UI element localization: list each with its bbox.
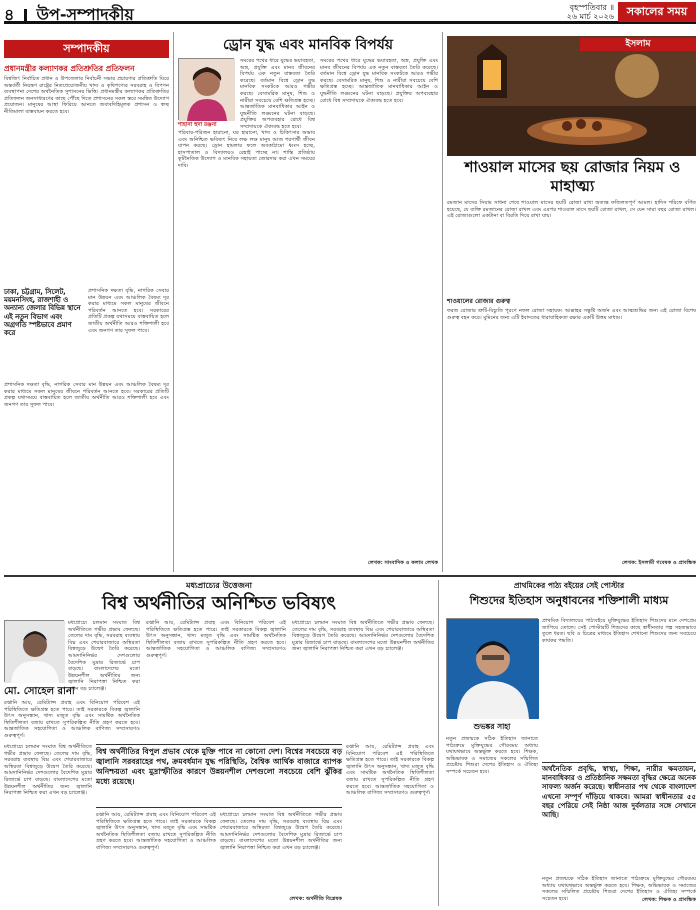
editorial-headline: প্রধানমন্ত্রীর কল্যাণকর প্রতিশ্রুতির প্রতিফলন <box>4 64 135 73</box>
drone-author-footer: লেখক: সাংবাদিক ও কলাম লেখক <box>367 560 438 566</box>
column-rule <box>438 580 439 906</box>
textbook-headline: শিশুদের ইতিহাস অনুধাবনের শক্তিশালী মাধ্যম <box>469 594 669 607</box>
masthead <box>4 2 696 24</box>
column-rule <box>442 32 443 572</box>
economy-body-intro: মধ্যপ্রাচ্যে চলমান সংঘাত বিশ্ব অর্থনীতিতে গভীর প্রভাব ফেলছে। তেলের দাম বৃদ্ধি, সরবরাহ ব্যবস্থায় বিঘ্ন এবং শেয়ারবাজারে অস্থিরতা বিশ্বজুড়ে উদ্বেগ তৈরি করেছে। আমদানিনির্ভর দেশগুলোর বৈদেশিক মুদ্রার রিজার্ভে চাপ বাড়ছে। বাংলাদেশের মতো উন্নয়নশীল অর্থনীতির জন্য জ্বালানি নিরাপত্তা নিশ্চিত করা এখন বড় চ্যালেঞ্জ। <box>68 620 140 692</box>
drone-headline: ড্রোন যুদ্ধ এবং মানবিক বিপর্যয় <box>222 37 394 53</box>
page-number: ৪ <box>4 5 15 24</box>
textbook-body-left: নতুন প্রজন্মকে সঠিক ইতিহাস জানাতে পাঠ্যক্রমে মুক্তিযুদ্ধের গৌরবময় অধ্যায় যথাযথভাবে অন্তর্ভুক্ত করতে হবে। শিক্ষক, অভিভাবক ও সমাজের সকলের সম্মিলিত প্রচেষ্টায় শিশুরা দেশের ইতিহাস ও ঐতিহ্য সম্পর্কে সচেতন হবে। <box>446 736 538 775</box>
date: ২৬ মার্চ ২০২৬ <box>566 12 614 21</box>
author-photo-economy <box>4 620 64 682</box>
economy-kicker: মধ্যপ্রাচ্যের উত্তেজনা <box>186 581 252 590</box>
drone-body: সমরের পথের ধারে যুদ্ধের ভয়াবহতা, অস্ত্র, প্রযুক্তি এবং মানব জীবনের বিপর্যয় এক নতুন বাস্তবতা তৈরি করেছে। বর্তমান বিশ্বে ড্রোন যুদ্ধ মানবিক সংকটকে আরও গভীর করছে। বেসামরিক মানুষ, শিশু ও নারীরা সবচেয়ে বেশি ক্ষতিগ্রস্ত হচ্ছে। আন্তর্জাতিক মানবাধিকার আইন ও যুদ্ধনীতি লঙ্ঘনের ঘটনা বাড়ছে। প্রযুক্তির অপব্যবহার রোধে বিশ্ব সম্প্রদায়কে ঐক্যবদ্ধ হতে হবে। <box>240 58 315 130</box>
economy-body-lower-2: রপ্তানি আয়, রেমিট্যান্স প্রবাহ এবং বিনিয়োগ পরিবেশ এই পরিস্থিতিতে ক্ষতিগ্রস্ত হতে পারে। তাই সরকারকে বিকল্প জ্বালানি উৎস অনুসন্ধান, খাদ্য মজুত বৃদ্ধি এবং সামষ্টিক অর্থনৈতিক স্থিতিশীলতা বজায় রাখতে সুপরিকল্পিত নীতি গ্রহণ করতে হবে। আন্তর্জাতিক সহযোগিতা ও আঞ্চলিক বাণিজ্য সম্প্রসারণও গুরুত্বপূর্ণ। <box>346 744 434 797</box>
islam-subheading: শাওয়ালের রোজার গুরুত্ব <box>447 298 511 305</box>
economy-headline: বিশ্ব অর্থনীতির অনিশ্চিত ভবিষ্যৎ <box>102 593 336 614</box>
economy-author-footer: লেখক: অর্থনীতি বিশ্লেষক <box>289 896 342 902</box>
editorial-body: বিশ্বজিৎ নির্বাচিত প্রধান ও উপজেলার নির্বাচনী সভার প্রচারণার প্রতিশ্রুতি ঘিরে অন্তর্বর্তী নিয়ন্ত্রণ রাষ্ট্রের নিত্যপ্রয়োজনীয় খাদ্য ও কৃষিপণ্যের সরবরাহ ও বিপণন ব্যবস্থাপনা দেশের অর্থনৈতিক সুশাসনের ভিত্তি। প্রধানমন্ত্রীর কল্যাণকর প্রতিশ্রুতির প্রতিফলন জনসাধারণের কাছে পৌঁছে দিতে প্রশাসনের সকল স্তরে সমন্বিত উদ্যোগ প্রয়োজন। মানুষের আস্থা ফিরিয়ে আনতে জবাবদিহিমূলক প্রশাসন ও স্বচ্ছ নীতিমালা বাস্তবায়ন করতে হবে। <box>4 76 169 115</box>
islam-image <box>447 36 696 156</box>
editorial-body-3: প্রশাসনিক দক্ষতা বৃদ্ধি, নাগরিক সেবার মান উন্নয়ন এবং আঞ্চলিক বৈষম্য দূর করার মাধ্যমে সকল মানুষের জীবনে পরিবর্তন আনতে হবে। সরকারের প্রতিটি প্রকল্প যথাসময়ে বাস্তবায়িত হলে জাতীয় অর্থনীতি আরও শক্তিশালী হবে এবং জনগণ তার সুফল পাবে। <box>4 382 169 408</box>
islam-section-label: ইসলাম <box>580 38 696 51</box>
textbook-author: শুভঙ্কর সাহা <box>473 722 511 731</box>
section-divider <box>4 575 696 577</box>
islam-headline: শাওয়াল মাসের ছয় রোজার নিয়ম ও মাহাত্ম্য <box>464 158 681 195</box>
economy-author: মো. সোহেল রানা <box>4 686 75 697</box>
economy-body-col2: রপ্তানি আয়, রেমিট্যান্স প্রবাহ এবং বিনিয়োগ পরিবেশ এই পরিস্থিতিতে ক্ষতিগ্রস্ত হতে পারে। তাই সরকারকে বিকল্প জ্বালানি উৎস অনুসন্ধান, খাদ্য মজুত বৃদ্ধি এবং সামষ্টিক অর্থনৈতিক স্থিতিশীলতা বজায় রাখতে সুপরিকল্পিত নীতি গ্রহণ করতে হবে। আন্তর্জাতিক সহযোগিতা ও আঞ্চলিক বাণিজ্য সম্প্রসারণও গুরুত্বপূর্ণ। <box>146 620 286 659</box>
islam-body-2: ফরজ রোজার ত্রুটি-বিচ্যুতি পূরণে নফল রোজা সহায়ক। আল্লাহর সন্তুষ্টি অর্জন এবং আত্মশুদ্ধির জন্য এই রোজা বিশেষ গুরুত্ব বহন করে। মুমিনের জন্য এটি ইবাদতের ধারাবাহিকতা রক্ষার একটি উত্তম মাধ্যম। <box>447 308 696 321</box>
issue-date <box>544 3 614 21</box>
brand-logo: সকালের সময় <box>618 2 696 22</box>
economy-body-col3: মধ্যপ্রাচ্যে চলমান সংঘাত বিশ্ব অর্থনীতিতে গভীর প্রভাব ফেলছে। তেলের দাম বৃদ্ধি, সরবরাহ ব্যবস্থায় বিঘ্ন এবং শেয়ারবাজারে অস্থিরতা বিশ্বজুড়ে উদ্বেগ তৈরি করেছে। আমদানিনির্ভর দেশগুলোর বৈদেশিক মুদ্রার রিজার্ভে চাপ বাড়ছে। বাংলাদেশের মতো উন্নয়নশীল অর্থনীতির জন্য জ্বালানি নিরাপত্তা নিশ্চিত করা এখন বড় চ্যালেঞ্জ। <box>292 620 434 653</box>
drone-body-col1: পরিবার-পরিজন হারানো, ঘর হারানো, খাদ্য ও চিকিৎসার অভাব এবং অনিশ্চিত ভবিষ্যৎ নিয়ে লক্ষ লক্ষ মানুষ আজ শরণার্থী জীবন যাপন করছে। ড্রোন হামলার ফলে অবকাঠামো ধ্বংস হচ্ছে, হাসপাতাল ও বিদ্যালয়ও রেহাই পাচ্ছে না। শান্তি প্রতিষ্ঠায় কূটনৈতিক উদ্যোগ ও মানবিক সহায়তা জোরদার করা এখন সময়ের দাবি। <box>178 130 315 169</box>
weekday: বৃহস্পতিবার ॥ <box>569 3 614 12</box>
economy-pull-quote: বিশ্ব অর্থনীতির বিপুল প্রভাব থেকে মুক্তি পাবে না কোনো দেশ। বিশ্বের সবচেয়ে বড় জ্বালানি সরবরাহের পথ, ক্রমবর্ধমান যুদ্ধ পরিস্থিতি, বৈশ্বিক আর্থিক বাজারে ব্যাপক অনিশ্চয়তা এবং মুদ্রাস্ফীতির কারণে উন্নয়নশীল দেশগুলো সবচেয়ে বেশি ঝুঁকির মধ্যে রয়েছে। <box>96 744 342 808</box>
author-photo-textbook <box>446 618 538 718</box>
drone-author: শাহানা হুদা রঞ্জনা <box>178 122 217 128</box>
author-photo-drone <box>178 58 234 120</box>
textbook-author-footer: লেখক: শিক্ষক ও প্রাবন্ধিক <box>641 897 696 903</box>
textbook-pull-quote: অর্থনৈতিক প্রবৃদ্ধি, স্বাস্থ্য, শিক্ষা, নারীর ক্ষমতায়ন, মানবাধিকার ও প্রতিষ্ঠানিক সক্ষমতা বৃদ্ধির ক্ষেত্রে অনেক সাফল্য অর্জন করেছে। স্বাধীনতার পথ থেকে বাংলাদেশ এখনো সম্পূর্ণ দাঁড়িয়ে থাকবে। আমরা স্বাধীনতার ৫৫ বছর পেরিয়ে সেই নিষ্ঠা আজ দুর্বলতার সঙ্গে সেখানে আছি। <box>542 762 696 874</box>
economy-body-col1: রপ্তানি আয়, রেমিট্যান্স প্রবাহ এবং বিনিয়োগ পরিবেশ এই পরিস্থিতিতে ক্ষতিগ্রস্ত হতে পারে। তাই সরকারকে বিকল্প জ্বালানি উৎস অনুসন্ধান, খাদ্য মজুত বৃদ্ধি এবং সামষ্টিক অর্থনৈতিক স্থিতিশীলতা বজায় রাখতে সুপরিকল্পিত নীতি গ্রহণ করতে হবে। আন্তর্জাতিক সহযোগিতা ও আঞ্চলিক বাণিজ্য সম্প্রসারণও গুরুত্বপূর্ণ। <box>4 700 140 739</box>
economy-body-lower-3: রপ্তানি আয়, রেমিট্যান্স প্রবাহ এবং বিনিয়োগ পরিবেশ এই পরিস্থিতিতে ক্ষতিগ্রস্ত হতে পারে। তাই সরকারকে বিকল্প জ্বালানি উৎস অনুসন্ধান, খাদ্য মজুত বৃদ্ধি এবং সামষ্টিক অর্থনৈতিক স্থিতিশীলতা বজায় রাখতে সুপরিকল্পিত নীতি গ্রহণ করতে হবে। আন্তর্জাতিক সহযোগিতা ও আঞ্চলিক বাণিজ্য সম্প্রসারণও গুরুত্বপূর্ণ। <box>96 812 216 851</box>
editorial-title: সম্পাদকীয় <box>4 40 169 58</box>
textbook-body-right: প্রাথমিক বিদ্যালয়ের পাঠ্যবইয়ে মুক্তিযুদ্ধের ইতিহাস শিশুদের মনে দেশপ্রেম জাগিয়ে তোলে। সেই পোস্টারটি শিশুদের কাছে স্বাধীনতার গল্প সহজভাবে তুলে ধরত। ছবি ও চিত্রের মাধ্যমে ইতিহাস শেখানো শিশুদের জন্য সবচেয়ে কার্যকর পদ্ধতি। <box>542 618 696 644</box>
textbook-kicker: প্রাথমিকের পাঠ্য বইয়ের সেই পোস্টার <box>513 581 625 590</box>
editorial-body-2: প্রশাসনিক দক্ষতা বৃদ্ধি, নাগরিক সেবার মান উন্নয়ন এবং আঞ্চলিক বৈষম্য দূর করার মাধ্যমে সকল মানুষের জীবনে পরিবর্তন আনতে হবে। সরকারের প্রতিটি প্রকল্প যথাসময়ে বাস্তবায়িত হলে জাতীয় অর্থনীতি আরও শক্তিশালী হবে এবং জনগণ তার সুফল পাবে। <box>88 288 169 334</box>
textbook-body-lower: নতুন প্রজন্মকে সঠিক ইতিহাস জানাতে পাঠ্যক্রমে মুক্তিযুদ্ধের গৌরবময় অধ্যায় যথাযথভাবে অন্তর্ভুক্ত করতে হবে। শিক্ষক, অভিভাবক ও সমাজের সকলের সম্মিলিত প্রচেষ্টায় শিশুরা দেশের ইতিহাস ও ঐতিহ্য সম্পর্কে সচেতন হবে। <box>542 876 696 902</box>
islam-body: রমজান মাসের সিয়াম সাধনা শেষে শাওয়াল মাসের ছয়টি রোজা রাখা অত্যন্ত ফজিলতপূর্ণ আমল। হাদিস শরিফে বর্ণিত হয়েছে, যে ব্যক্তি রমজানের রোজা রাখল এবং এরপর শাওয়াল মাসে ছয়টি রোজা রাখল, সে যেন সারা বছর রোজা রাখল। এই রোজাগুলো একটানা বা বিরতি দিয়ে রাখা যায়। <box>447 200 696 220</box>
editorial-subheadline: ঢাকা, চট্টগ্রাম, সিলেট, ময়মনসিংহ, রাজশাহী ও অন্যান্য জেলার বিভিন্ন স্থানে এই নতুন বিভাগ এবং অগ্রগতি স্পষ্টভাবে প্রমাণ করে <box>4 288 81 338</box>
section-title: উপ-সম্পাদকীয় <box>36 5 134 24</box>
economy-body-lower-4: মধ্যপ্রাচ্যে চলমান সংঘাত বিশ্ব অর্থনীতিতে গভীর প্রভাব ফেলছে। তেলের দাম বৃদ্ধি, সরবরাহ ব্যবস্থায় বিঘ্ন এবং শেয়ারবাজারে অস্থিরতা বিশ্বজুড়ে উদ্বেগ তৈরি করেছে। আমদানিনির্ভর দেশগুলোর বৈদেশিক মুদ্রার রিজার্ভে চাপ বাড়ছে। বাংলাদেশের মতো উন্নয়নশীল অর্থনীতির জন্য জ্বালানি নিরাপত্তা নিশ্চিত করা এখন বড় চ্যালেঞ্জ। <box>220 812 342 851</box>
economy-body-lower-1: মধ্যপ্রাচ্যে চলমান সংঘাত বিশ্ব অর্থনীতিতে গভীর প্রভাব ফেলছে। তেলের দাম বৃদ্ধি, সরবরাহ ব্যবস্থায় বিঘ্ন এবং শেয়ারবাজারে অস্থিরতা বিশ্বজুড়ে উদ্বেগ তৈরি করেছে। আমদানিনির্ভর দেশগুলোর বৈদেশিক মুদ্রার রিজার্ভে চাপ বাড়ছে। বাংলাদেশের মতো উন্নয়নশীল অর্থনীতির জন্য জ্বালানি নিরাপত্তা নিশ্চিত করা এখন বড় চ্যালেঞ্জ। <box>4 744 92 797</box>
page-section <box>4 2 134 29</box>
drone-body-col2: সমরের পথের ধারে যুদ্ধের ভয়াবহতা, অস্ত্র, প্রযুক্তি এবং মানব জীবনের বিপর্যয় এক নতুন বাস্তবতা তৈরি করেছে। বর্তমান বিশ্বে ড্রোন যুদ্ধ মানবিক সংকটকে আরও গভীর করছে। বেসামরিক মানুষ, শিশু ও নারীরা সবচেয়ে বেশি ক্ষতিগ্রস্ত হচ্ছে। আন্তর্জাতিক মানবাধিকার আইন ও যুদ্ধনীতি লঙ্ঘনের ঘটনা বাড়ছে। প্রযুক্তির অপব্যবহার রোধে বিশ্ব সম্প্রদায়কে ঐক্যবদ্ধ হতে হবে। <box>320 58 438 104</box>
column-rule <box>173 32 174 572</box>
islam-author-footer: লেখক: ইসলামী গবেষক ও প্রাবন্ধিক <box>621 560 696 566</box>
